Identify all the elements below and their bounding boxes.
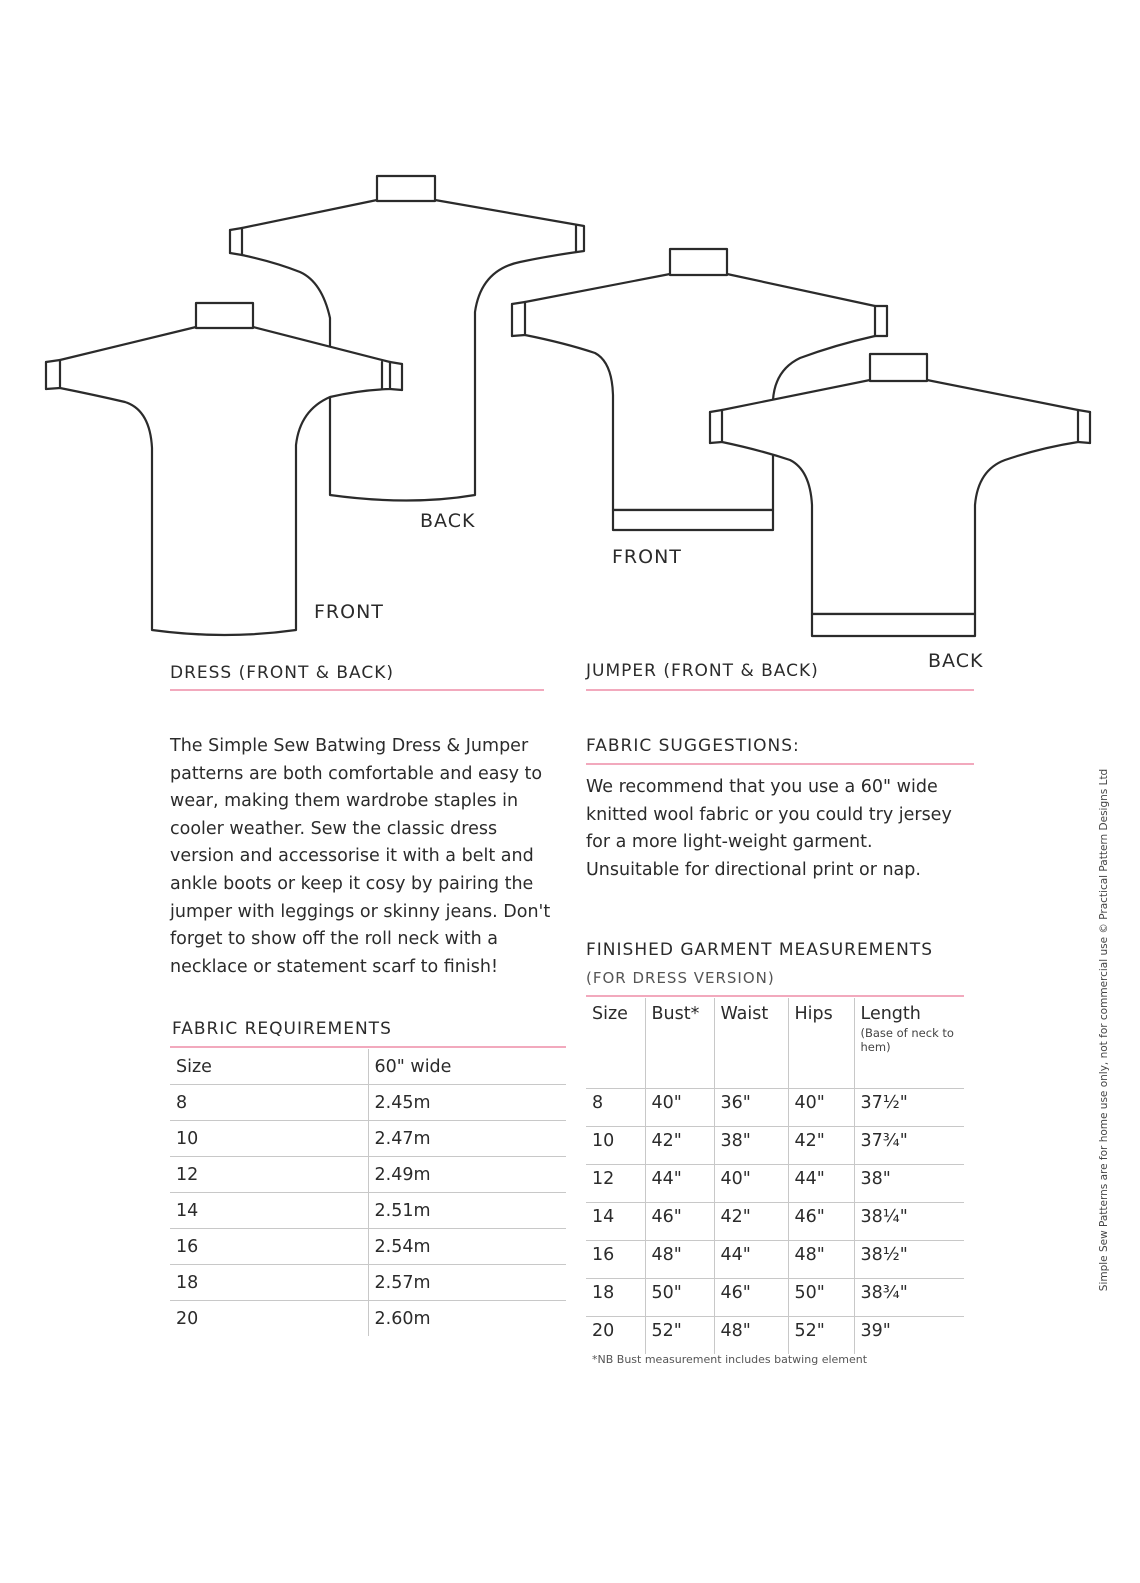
size-cell: 10 <box>586 1127 645 1165</box>
length-cell: 38¼" <box>854 1203 964 1241</box>
dress-title-rule <box>170 689 544 691</box>
hips-cell: 44" <box>788 1165 854 1203</box>
table-row <box>586 1127 964 1165</box>
size-cell: 14 <box>170 1193 368 1229</box>
size-cell: 16 <box>586 1241 645 1279</box>
fabric-suggestions-rule <box>586 763 974 765</box>
measurements-subtitle: (FOR DRESS VERSION) <box>586 969 775 987</box>
header-size: Size <box>170 1049 368 1085</box>
jumper-section-title: JUMPER (FRONT & BACK) <box>586 661 819 681</box>
size-cell: 16 <box>170 1229 368 1265</box>
fabric-requirements-title: FABRIC REQUIREMENTS <box>172 1019 392 1039</box>
bust-cell: 44" <box>645 1165 714 1203</box>
length-cell: 37¾" <box>854 1127 964 1165</box>
size-cell: 10 <box>170 1121 368 1157</box>
length-note: (Base of neck to hem) <box>860 1026 954 1054</box>
table-row <box>586 1241 964 1279</box>
length-cell: 37½" <box>854 1089 964 1127</box>
amount-cell: 2.49m <box>368 1157 566 1193</box>
table-row <box>170 1085 566 1121</box>
header-size: Size <box>586 998 645 1089</box>
jumper-front-label: FRONT <box>612 546 682 568</box>
header-length-label: Length <box>860 1004 921 1024</box>
waist-cell: 44" <box>714 1241 788 1279</box>
hips-cell: 50" <box>788 1279 854 1317</box>
bust-cell: 48" <box>645 1241 714 1279</box>
amount-cell: 2.51m <box>368 1193 566 1229</box>
fabric-requirements-table <box>170 1049 566 1336</box>
copyright-notice: Simple Sew Patterns are for home use only, not for commercial use © Practical Pattern Designs Ltd <box>1098 768 1110 1292</box>
table-row <box>170 1265 566 1301</box>
waist-cell: 38" <box>714 1127 788 1165</box>
length-cell: 39" <box>854 1317 964 1355</box>
waist-cell: 48" <box>714 1317 788 1355</box>
header-hips: Hips <box>788 998 854 1089</box>
measurements-table <box>586 998 964 1354</box>
amount-cell: 2.47m <box>368 1121 566 1157</box>
bust-cell: 52" <box>645 1317 714 1355</box>
table-row <box>586 1279 964 1317</box>
amount-cell: 2.54m <box>368 1229 566 1265</box>
bust-cell: 42" <box>645 1127 714 1165</box>
table-row <box>170 1193 566 1229</box>
size-cell: 20 <box>176 1308 199 1329</box>
table-row <box>170 1229 566 1265</box>
dress-section-title: DRESS (FRONT & BACK) <box>170 663 395 683</box>
waist-cell: 36" <box>714 1089 788 1127</box>
header-length <box>854 998 964 1089</box>
hips-cell: 40" <box>788 1089 854 1127</box>
amount-cell: 2.45m <box>368 1085 566 1121</box>
size-cell: 12 <box>586 1165 645 1203</box>
hips-cell: 52" <box>788 1317 854 1355</box>
table-row <box>170 1157 566 1193</box>
dress-back-label: BACK <box>420 510 476 532</box>
waist-cell: 46" <box>714 1279 788 1317</box>
dress-description: The Simple Sew Batwing Dress & Jumper patterns are both comfortable and easy to wear, making them wardrobe staples in cooler weather. Sew the classic dress version and accessorise it with a belt and ankle boots or keep it cosy by pairing the jumper with leggings or skinny jeans. Don't forget to show off the roll neck with a necklace or statement scarf to finish! <box>170 736 551 977</box>
table-header-row <box>170 1049 566 1085</box>
size-cell: 12 <box>170 1157 368 1193</box>
table-row <box>586 1165 964 1203</box>
jumper-back-label: BACK <box>928 650 984 672</box>
table-row <box>586 1203 964 1241</box>
table-row <box>170 1301 566 1337</box>
dress-front-label: FRONT <box>314 601 384 623</box>
size-cell: 8 <box>170 1085 368 1121</box>
header-waist: Waist <box>714 998 788 1089</box>
hips-cell: 46" <box>788 1203 854 1241</box>
bust-cell: 40" <box>645 1089 714 1127</box>
bust-footnote: *NB Bust measurement includes batwing element <box>592 1353 868 1366</box>
measurements-rule <box>586 995 964 997</box>
size-cell: 20 <box>592 1321 615 1341</box>
hips-cell: 48" <box>788 1241 854 1279</box>
table-row <box>170 1121 566 1157</box>
waist-cell: 40" <box>714 1165 788 1203</box>
fabric-suggestions-title: FABRIC SUGGESTIONS: <box>586 736 800 756</box>
length-cell: 38" <box>854 1165 964 1203</box>
bust-cell: 50" <box>645 1279 714 1317</box>
size-cell: 14 <box>586 1203 645 1241</box>
table-row <box>586 1089 964 1127</box>
hips-cell: 42" <box>788 1127 854 1165</box>
length-cell: 38¾" <box>854 1279 964 1317</box>
measurements-title: FINISHED GARMENT MEASUREMENTS <box>586 940 933 960</box>
garment-illustrations <box>0 0 1140 670</box>
amount-cell: 2.57m <box>368 1265 566 1301</box>
jumper-title-rule <box>586 689 974 691</box>
amount-cell: 2.60m <box>368 1301 566 1337</box>
table-row <box>586 1317 964 1355</box>
size-cell: 18 <box>586 1279 645 1317</box>
size-cell: 8 <box>586 1089 645 1127</box>
fabric-requirements-rule <box>170 1046 566 1048</box>
header-bust: Bust* <box>645 998 714 1089</box>
length-cell: 38½" <box>854 1241 964 1279</box>
bust-cell: 46" <box>645 1203 714 1241</box>
table-header-row <box>586 998 964 1089</box>
header-width: 60" wide <box>368 1049 566 1085</box>
waist-cell: 42" <box>714 1203 788 1241</box>
fabric-suggestions-text: We recommend that you use a 60" wide knitted wool fabric or you could try jersey for a more light-weight garment. Unsuitable for directional print or nap. <box>586 777 952 880</box>
size-cell: 18 <box>170 1265 368 1301</box>
